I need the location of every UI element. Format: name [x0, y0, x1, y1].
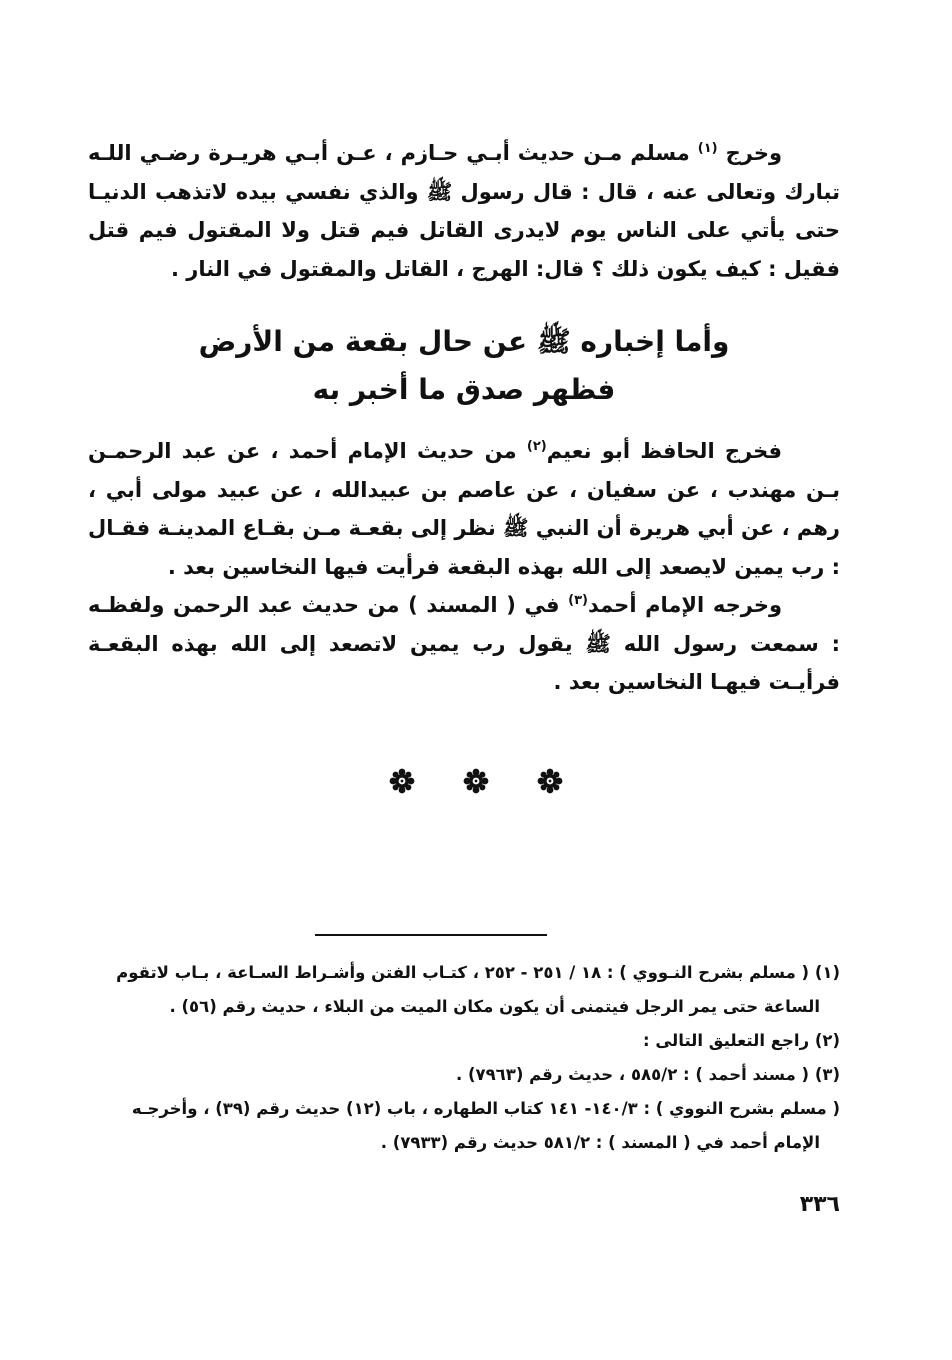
rosette-ornament-icon — [389, 768, 415, 794]
paragraph-hadith-abu-nuaym — [88, 432, 840, 702]
footnote-1-line-1: (١) ( مسلم بشرح النـووي ) : ١٨ / ٢٥١ - ٢٥٢ ، كتـاب الفتن وأشـراط السـاعة ، بـاب لاتقوم — [116, 963, 840, 982]
paragraph-3-body: في ( المسند ) من حديث عبد الرحمن ولفظـه : سمعت رسول الله ﷺ يقول رب يمين لاتصعد إلى الله بهذه البقعـة فرأيـت فيهـا النخاسين بعد . — [88, 593, 840, 694]
footnote-ref-1: (١) — [697, 141, 718, 156]
rosette-ornament-icon — [537, 768, 563, 794]
paragraph-1-body: مسلم مـن حديث أبـي حـازم ، عـن أبـي هريـرة رضـي اللـه تبارك وتعالى عنه ، قال : قال رسول ﷺ والذي نفسي بيده لاتذهب الدنيـا حتى يأتي على الناس يوم لايدرى القاتل فيم قتل ولا المقتول فيم قتل فقيل : كيف يكون ذلك ؟ قال: الهرج ، القاتل والمقتول في النار . — [88, 141, 840, 281]
footnote-ref-2: (٢) — [526, 439, 547, 454]
paragraph-3-text — [88, 586, 840, 702]
paragraph-2-body: من حديث الإمام أحمد ، عن عبد الرحمـن بـن مهندب ، عن سفيان ، عن عاصم بن عبيدالله ، عن عبيد مولى أبي ، رهم ، عن أبي هريرة أن النبي ﷺ نظر إلى بقعـة مـن بقـاع المدينـة فقـال : رب يمين لايصعد إلى الله بهذه البقعة فرأيت فيها النخاسين بعد . — [88, 439, 840, 579]
section-heading — [88, 318, 840, 414]
paragraph-2-lead: فخرج الحافظ أبو نعيم — [546, 439, 783, 463]
paragraph-1-text — [88, 134, 840, 288]
page-number: ٣٣٦ — [799, 1192, 840, 1217]
section-heading-line-2: فظهر صدق ما أخبر به — [312, 373, 616, 406]
footnote-separator — [315, 934, 547, 936]
paragraph-2-text — [88, 432, 840, 586]
paragraph-3-lead: وخرجه الإمام أحمد — [587, 593, 783, 617]
paragraph-hadith-harj — [88, 134, 840, 288]
footnote-1-line-2: الساعة حتى يمر الرجل فيتمنى أن يكون مكان الميت من البلاء ، حديث رقم (٥٦) . — [169, 997, 820, 1016]
paragraph-1-lead: وخرج — [725, 141, 783, 165]
footnote-ref-3: (٣) — [568, 593, 588, 608]
footnote-3: (٣) ( مسند أحمد ) : ٥٨٥/٢ ، حديث رقم (٧٩٦٣) . — [455, 1065, 840, 1084]
section-heading-line-1: وأما إخباره ﷺ عن حال بقعة من الأرض — [198, 325, 730, 358]
footnotes — [96, 956, 840, 1160]
section-divider-ornaments — [0, 768, 952, 808]
rosette-ornament-icon — [463, 768, 489, 794]
footnote-3-line-2: ( مسلم بشرح النووي ) : ١٤٠/٣- ١٤١ كتاب الطهاره ، باب (١٢) حديث رقم (٣٩) ، وأخرجـه — [131, 1099, 840, 1118]
footnote-2: (٢) راجع التعليق التالى : — [643, 1031, 840, 1050]
footnote-3-line-3: الإمام أحمد في ( المسند ) : ٥٨١/٢ حديث رقم (٧٩٣٣) . — [380, 1133, 820, 1152]
